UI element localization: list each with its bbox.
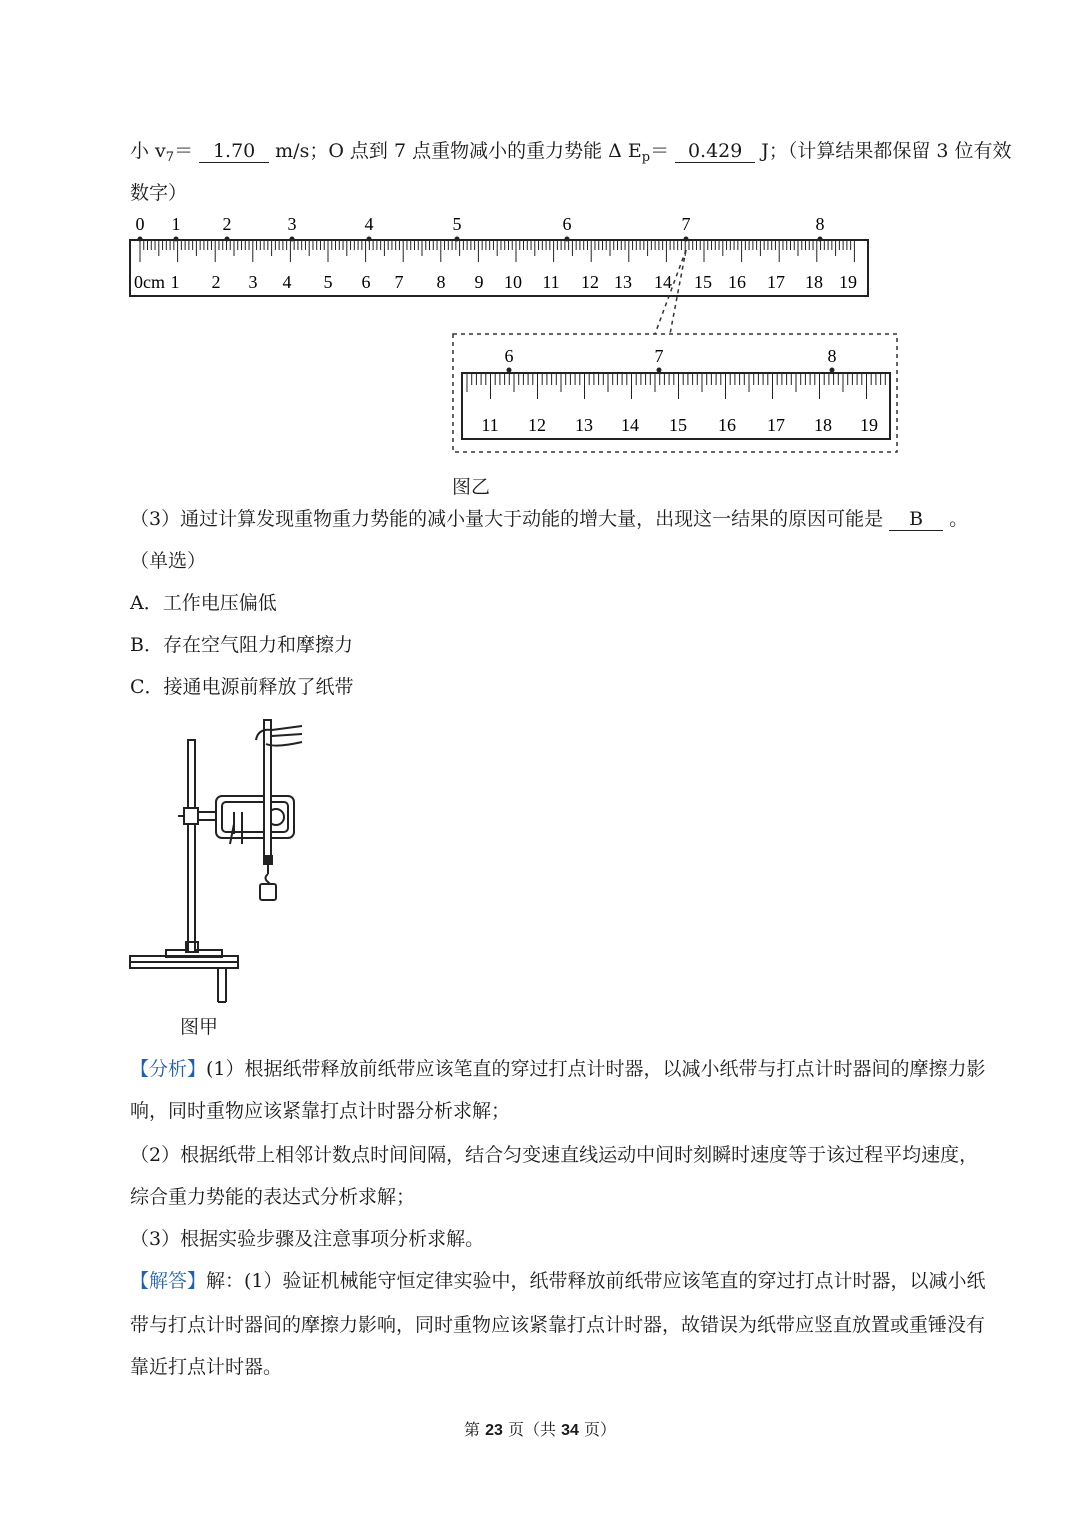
count-point-dot bbox=[174, 237, 179, 242]
ruler-cm-label: 5 bbox=[323, 272, 333, 292]
ruler-cm-label: 16 bbox=[728, 272, 746, 292]
ruler-cm-label: 13 bbox=[614, 272, 632, 292]
zoom-cm-label: 12 bbox=[528, 415, 546, 435]
analysis-p1-line1: 【分析】(1）根据纸带释放前纸带应该笔直的穿过打点计时器，以减小纸带与打点计时器间的摩擦力影 bbox=[130, 1058, 986, 1080]
ruler-cm-label: 11 bbox=[542, 272, 560, 292]
figure-a-caption: 图甲 bbox=[180, 1016, 219, 1038]
zoom-cm-label: 18 bbox=[814, 415, 832, 435]
zoom-leader-right bbox=[670, 250, 686, 334]
ruler-cm-label: 19 bbox=[839, 272, 857, 292]
count-point-label: 5 bbox=[452, 214, 462, 234]
ruler-unit-label: 0cm bbox=[134, 272, 165, 292]
zoom-point-label: 7 bbox=[654, 346, 664, 366]
option-b: B．存在空气阻力和摩擦力 bbox=[130, 634, 353, 656]
ruler-cm-label: 6 bbox=[361, 272, 371, 292]
main-ruler-frame bbox=[130, 240, 868, 296]
count-point-dot bbox=[225, 237, 230, 242]
ruler-cm-label: 1 bbox=[170, 272, 180, 292]
page-total: 34 bbox=[561, 1422, 579, 1439]
analysis-p3: （3）根据实验步骤及注意事项分析求解。 bbox=[130, 1228, 485, 1250]
answer-tag: 【解答】 bbox=[130, 1270, 207, 1292]
analysis-p1-line2: 响，同时重物应该紧靠打点计时器分析求解； bbox=[130, 1100, 511, 1122]
zoom-leader-left bbox=[655, 250, 686, 334]
question-3: （3）通过计算发现重物重力势能的减小量大于动能的增大量，出现这一结果的原因可能是 B 。 bbox=[130, 508, 969, 530]
weight bbox=[260, 884, 276, 900]
main-ruler-ticks bbox=[140, 240, 854, 262]
paper-tape bbox=[264, 720, 271, 860]
answer-line-continuation: 数字） bbox=[130, 182, 188, 204]
ruler-cm-label: 18 bbox=[805, 272, 823, 292]
ruler-cm-label: 4 bbox=[282, 272, 292, 292]
hand bbox=[256, 726, 302, 746]
ep-answer-blank: 0.429 bbox=[675, 140, 755, 163]
ruler-cm-label: 3 bbox=[248, 272, 258, 292]
zoom-ruler-cm-labels bbox=[481, 415, 878, 435]
clamp bbox=[184, 808, 198, 824]
count-point-label: 6 bbox=[562, 214, 572, 234]
count-point-dot bbox=[138, 237, 143, 242]
analysis-p2-line1: （2）根据纸带上相邻计数点时间间隔，结合匀变速直线运动中间时刻瞬时速度等于该过程平均速度， bbox=[130, 1144, 979, 1166]
question-3-note: （单选） bbox=[130, 550, 207, 572]
option-c: C．接通电源前释放了纸带 bbox=[130, 676, 354, 698]
count-point-label: 3 bbox=[287, 214, 297, 234]
zoom-ruler-points bbox=[505, 346, 837, 373]
page-number: 23 bbox=[485, 1422, 503, 1439]
ruler-cm-label: 7 bbox=[394, 272, 404, 292]
count-point-dot bbox=[818, 237, 823, 242]
count-point-label: 1 bbox=[171, 214, 181, 234]
ruler-cm-label: 14 bbox=[654, 272, 672, 292]
zoom-point-dot bbox=[830, 368, 835, 373]
q3-answer-blank: B bbox=[889, 508, 943, 531]
ruler-cm-label: 8 bbox=[436, 272, 446, 292]
option-a: A．工作电压偏低 bbox=[130, 592, 277, 614]
figure-b-caption: 图乙 bbox=[452, 476, 491, 498]
count-point-label: 0 bbox=[135, 214, 145, 234]
count-point-dot bbox=[290, 237, 295, 242]
zoom-cm-label: 16 bbox=[718, 415, 736, 435]
ruler-cm-label: 9 bbox=[474, 272, 484, 292]
answer-line1: 【解答】解：(1）验证机械能守恒定律实验中，纸带释放前纸带应该笔直的穿过打点计时器，以减小纸 bbox=[130, 1270, 986, 1292]
zoom-cm-label: 11 bbox=[481, 415, 499, 435]
ruler-cm-label: 15 bbox=[694, 272, 712, 292]
count-point-dot bbox=[565, 237, 570, 242]
main-ruler-points bbox=[136, 214, 825, 242]
zoom-cm-label: 19 bbox=[860, 415, 878, 435]
count-point-label: 2 bbox=[222, 214, 232, 234]
stand-rod bbox=[188, 740, 195, 952]
zoom-point-dot bbox=[507, 368, 512, 373]
v7-answer-blank: 1.70 bbox=[199, 140, 269, 163]
analysis-p2-line2: 综合重力势能的表达式分析求解； bbox=[130, 1186, 416, 1208]
zoom-ruler-ticks bbox=[467, 373, 885, 399]
figure-a-apparatus bbox=[126, 712, 326, 1012]
page-footer: 第 23 页（共 34 页） bbox=[464, 1420, 616, 1439]
count-point-label: 7 bbox=[681, 214, 691, 234]
ruler-cm-label: 2 bbox=[211, 272, 221, 292]
count-point-dot bbox=[455, 237, 460, 242]
ruler-cm-label: 17 bbox=[767, 272, 785, 292]
count-point-dot bbox=[684, 237, 689, 242]
count-point-label: 8 bbox=[815, 214, 825, 234]
ruler-cm-label: 10 bbox=[504, 272, 522, 292]
analysis-tag: 【分析】 bbox=[130, 1058, 207, 1080]
zoom-point-label: 8 bbox=[827, 346, 837, 366]
count-point-dot bbox=[367, 237, 372, 242]
answer-line2: 带与打点计时器间的摩擦力影响，同时重物应该紧靠打点计时器，故错误为纸带应竖直放置或重锤没有 bbox=[130, 1314, 986, 1336]
zoom-cm-label: 13 bbox=[575, 415, 593, 435]
answer-line3: 靠近打点计时器。 bbox=[130, 1356, 283, 1378]
ruler-cm-label: 12 bbox=[581, 272, 599, 292]
count-point-label: 4 bbox=[364, 214, 374, 234]
zoom-cm-label: 15 bbox=[669, 415, 687, 435]
zoom-cm-label: 14 bbox=[621, 415, 639, 435]
answer-line-velocity: 小 $v_7= 1.70$ m/s；O 点到 7 点重物减小的重力势能 Δ $E_p= 0.429$ J；（计算结果都保留 3 位有效 bbox=[130, 140, 1012, 165]
zoom-point-dot bbox=[657, 368, 662, 373]
zoom-point-label: 6 bbox=[504, 346, 514, 366]
main-ruler-cm-labels bbox=[134, 272, 857, 292]
zoom-cm-label: 17 bbox=[767, 415, 785, 435]
